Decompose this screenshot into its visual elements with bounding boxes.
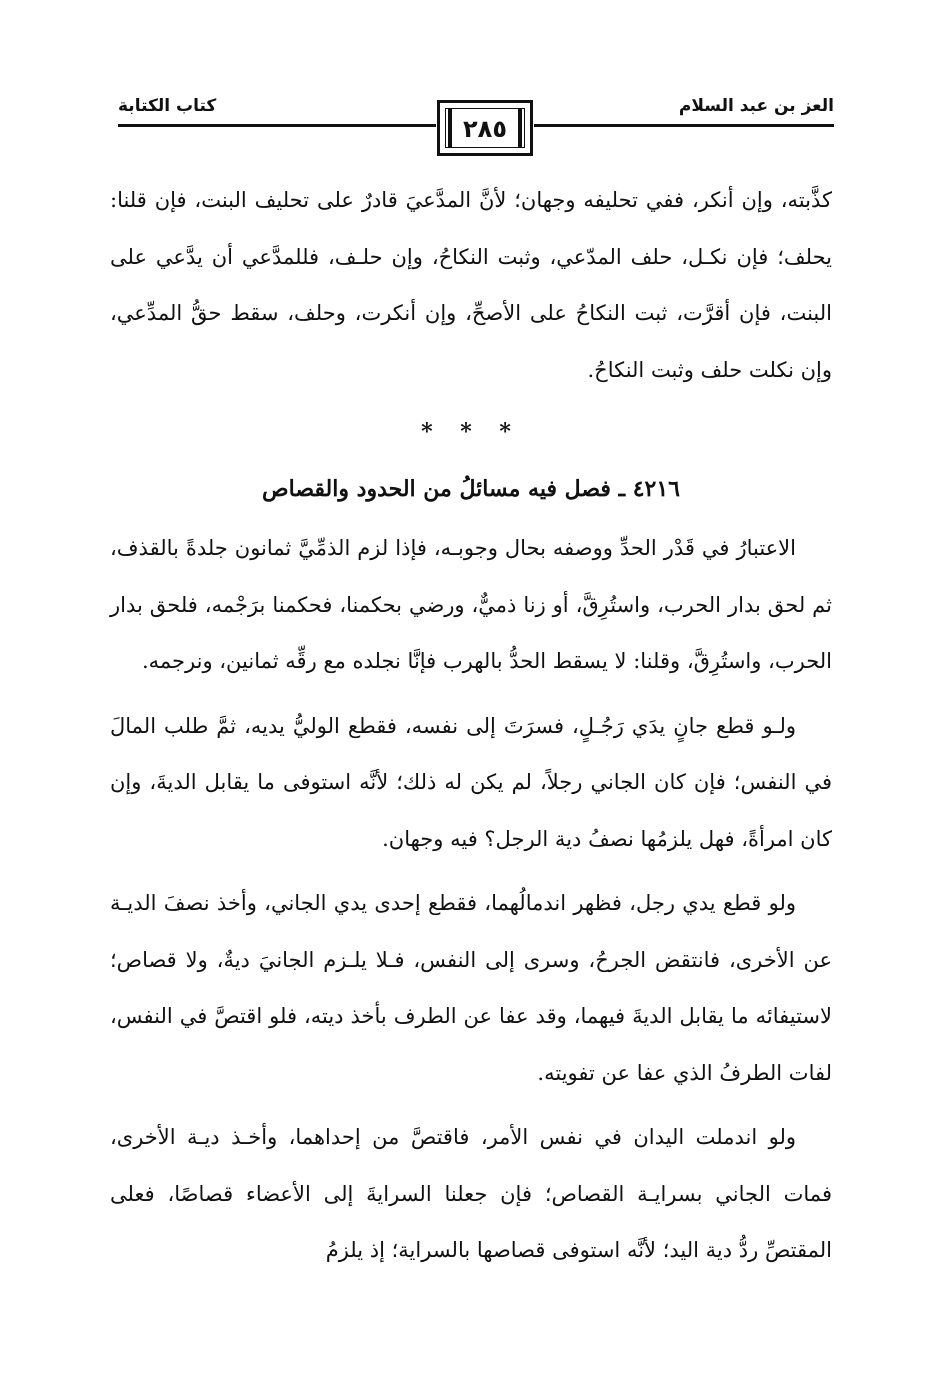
paragraph: ولـو قطع جانٍ يدَي رَجُـلٍ، فسرَتَ إلى نفسه، فقطع الوليُّ يديه، ثمَّ طلب المالَ في النفس؛ فإن كان الجاني رجلاً، لم يكن له ذلك؛ لأنَّه استوفى ما يقابل الديةَ، وإن كان امرأةً، فهل يلزمُها نصفُ دية الرجل؟ فيه وجهان. xyxy=(110,713,832,851)
header-rule-right xyxy=(534,124,834,127)
paragraph: ولو قطع يدي رجل، فظهر اندمالُهما، فقطع إحدى يدي الجاني، وأخذ نصفَ الديـة عن الأخرى، فانتقض الجرحُ، وسرى إلى النفس، فـلا يلـزم الجانيَ ديةٌ، ولا قصاص؛ لاستيفائه ما يقابل الديةَ فيهما، وقد عفا عن الطرف بأخذ ديته، فلو اقتصَّ في النفس، لفات الطرفُ الذي عفا عن تفويته. xyxy=(110,891,832,1085)
section-separator: * * * xyxy=(421,419,521,445)
page-body xyxy=(110,172,832,1279)
section-heading: ٤٢١٦ ـ فصل فيه مسائلُ من الحدود والقصاص xyxy=(262,476,680,502)
paragraph: ولو اندملت اليدان في نفس الأمر، فاقتصَّ من إحداهما، وأخـذ ديـة الأخرى، فمات الجاني بسرايـة القصاص؛ فإن جعلنا السرايةَ إلى الأعضاء قصاصًا، فعلى المقتصِّ ردُّ دية اليد؛ لأنَّه استوفى قصاصها بالسراية؛ إذ يلزمُ xyxy=(110,1125,832,1262)
header-rule-left xyxy=(118,124,436,127)
book-running-title: كتاب الكتابة xyxy=(118,96,217,116)
page-number-frame xyxy=(437,100,533,156)
paragraph: الاعتبارُ في قَدْر الحدِّ ووصفه بحال وجوبـه، فإذا لزم الذمِّيَّ ثمانون جلدةً بالقذف، ثم لحق بدار الحرب، واستُرِقَّ، أو زنا ذميٌّ، ورضي بحكمنا، فحكمنا برَجْمه، فلحق بدار الحرب، واستُرِقَّ، وقلنا: لا يسقط الحدُّ بالهرب فإنَّا نجلده مع رقِّه ثمانين، ونرجمه. xyxy=(110,536,832,673)
page-header xyxy=(0,0,946,170)
page-number: ٢٨٥ xyxy=(463,115,507,143)
paragraph-continued: كذَّبته، وإن أنكر، ففي تحليفه وجهان؛ لأنَّ المدَّعيَ قادرٌ على تحليف البنت، فإن قلنا: يحلف؛ فإن نكـل، حلف المدّعي، وثبت النكاحُ، وإن حلـف، فللمدَّعي أن يدَّعي على البنت، فإن أقرَّت، ثبت النكاحُ على الأصحِّ، وإن أنكرت، وحلف، سقط حقُّ المدِّعي، وإن نكلت حلف وثبت النكاحُ. xyxy=(110,188,832,382)
author-running-title: العز بن عبد السلام xyxy=(678,96,834,116)
